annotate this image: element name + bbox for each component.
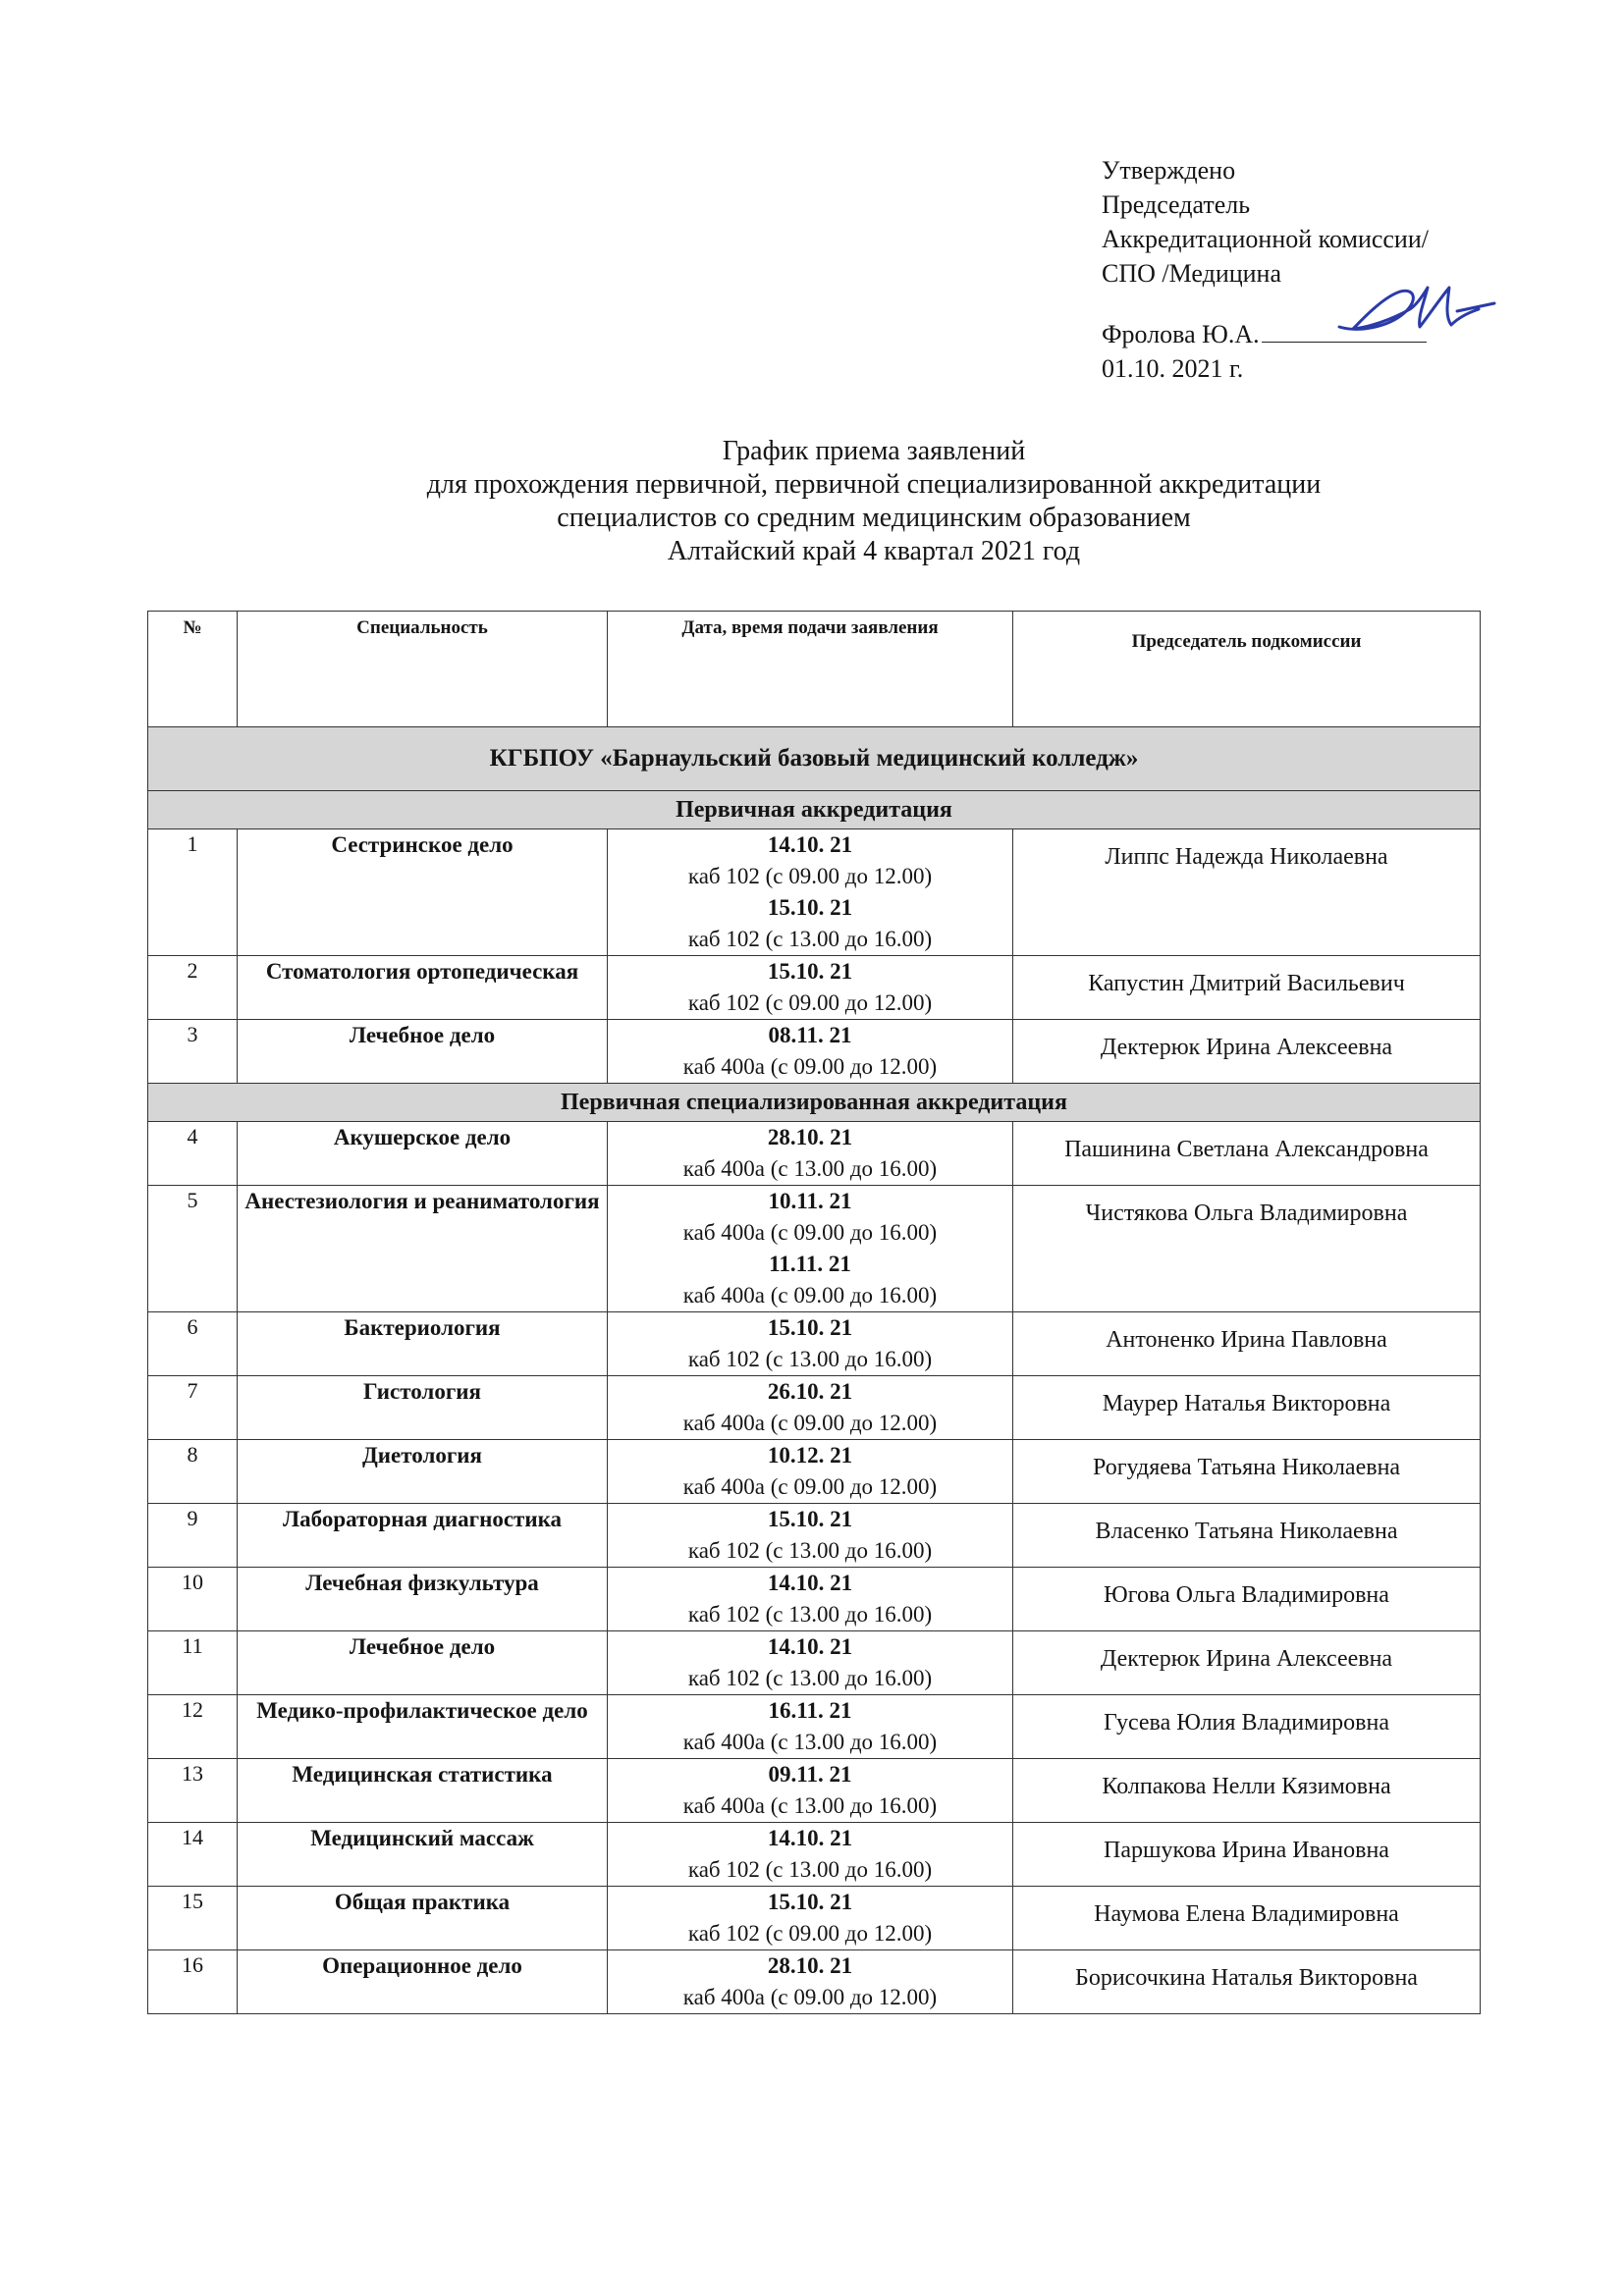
row-number: 9	[148, 1504, 238, 1568]
table-row	[148, 1823, 1481, 1887]
submission-date: 10.12. 21	[767, 1443, 853, 1468]
approval-line: СПО /Медицина	[1102, 259, 1282, 288]
specialty-cell: Сестринское дело	[238, 829, 608, 956]
date-cell	[608, 1312, 1013, 1376]
specialty-cell: Бактериология	[238, 1312, 608, 1376]
date-cell	[608, 829, 1013, 956]
table-row	[148, 1504, 1481, 1568]
title-line: специалистов со средним медицинским образованием	[557, 503, 1191, 533]
table-row	[148, 1312, 1481, 1376]
room-time: каб 102 (с 13.00 до 16.00)	[687, 1538, 933, 1563]
specialty-cell: Стоматология ортопедическая	[238, 956, 608, 1020]
row-number: 3	[148, 1020, 238, 1084]
section-title: Первичная специализированная аккредитация	[148, 1084, 1481, 1122]
row-number: 15	[148, 1887, 238, 1950]
title-line: Алтайский край 4 квартал 2021 год	[667, 536, 1081, 566]
row-number: 7	[148, 1376, 238, 1440]
date-cell	[608, 1823, 1013, 1887]
date-cell	[608, 1020, 1013, 1084]
submission-date: 15.10. 21	[767, 895, 853, 920]
handwritten-signature	[1320, 270, 1506, 348]
submission-date: 26.10. 21	[767, 1379, 853, 1404]
row-number: 10	[148, 1568, 238, 1631]
specialty-cell: Гистология	[238, 1376, 608, 1440]
row-number: 14	[148, 1823, 238, 1887]
submission-date: 16.11. 21	[768, 1698, 852, 1723]
approval-block	[1102, 153, 1534, 386]
header-date: Дата, время подачи заявления	[608, 612, 1013, 727]
room-time: каб 400а (с 13.00 до 16.00)	[682, 1730, 938, 1754]
specialty-cell: Медицинская статистика	[238, 1759, 608, 1823]
room-time: каб 102 (с 13.00 до 16.00)	[687, 1857, 933, 1882]
submission-date: 15.10. 21	[767, 959, 853, 984]
row-number: 11	[148, 1631, 238, 1695]
chair-cell: Дектерюк Ирина Алексеевна	[1013, 1631, 1481, 1695]
date-cell	[608, 1186, 1013, 1312]
document-title	[147, 435, 1600, 568]
header-num: №	[148, 612, 238, 727]
room-time: каб 102 (с 13.00 до 16.00)	[687, 1602, 933, 1627]
approval-line: Председатель	[1102, 190, 1251, 219]
chair-cell: Колпакова Нелли Кязимовна	[1013, 1759, 1481, 1823]
table-row	[148, 1440, 1481, 1504]
header-chair: Председатель подкомиссии	[1013, 612, 1481, 727]
table-row	[148, 1950, 1481, 2014]
org-row	[148, 727, 1481, 791]
table-row	[148, 829, 1481, 956]
room-time: каб 400а (с 13.00 до 16.00)	[682, 1156, 938, 1181]
submission-date: 14.10. 21	[767, 1634, 853, 1659]
schedule-table	[147, 611, 1481, 2014]
chair-cell: Пашинина Светлана Александровна	[1013, 1122, 1481, 1186]
approval-date: 01.10. 2021 г.	[1102, 354, 1244, 383]
chair-cell: Рогудяева Татьяна Николаевна	[1013, 1440, 1481, 1504]
table-row	[148, 1759, 1481, 1823]
row-number: 1	[148, 829, 238, 956]
date-cell	[608, 1440, 1013, 1504]
submission-date: 15.10. 21	[767, 1315, 853, 1340]
header-specialty: Специальность	[238, 612, 608, 727]
room-time: каб 102 (с 09.00 до 12.00)	[687, 864, 933, 888]
chair-cell: Дектерюк Ирина Алексеевна	[1013, 1020, 1481, 1084]
date-cell	[608, 1376, 1013, 1440]
table-header-row	[148, 612, 1481, 727]
section-title: Первичная аккредитация	[148, 791, 1481, 829]
row-number: 4	[148, 1122, 238, 1186]
specialty-cell: Лечебное дело	[238, 1020, 608, 1084]
submission-date: 28.10. 21	[767, 1125, 853, 1149]
specialty-cell: Акушерское дело	[238, 1122, 608, 1186]
room-time: каб 400а (с 09.00 до 12.00)	[682, 1411, 938, 1435]
submission-date: 15.10. 21	[767, 1507, 853, 1531]
row-number: 16	[148, 1950, 238, 2014]
table-row	[148, 956, 1481, 1020]
date-cell	[608, 1631, 1013, 1695]
specialty-cell: Общая практика	[238, 1887, 608, 1950]
row-number: 8	[148, 1440, 238, 1504]
room-time: каб 102 (с 09.00 до 12.00)	[687, 990, 933, 1015]
specialty-cell: Лечебное дело	[238, 1631, 608, 1695]
specialty-cell: Анестезиология и реаниматология	[238, 1186, 608, 1312]
chair-cell: Капустин Дмитрий Васильевич	[1013, 956, 1481, 1020]
row-number: 13	[148, 1759, 238, 1823]
date-cell	[608, 1950, 1013, 2014]
row-number: 5	[148, 1186, 238, 1312]
chair-cell: Маурер Наталья Викторовна	[1013, 1376, 1481, 1440]
section-row	[148, 1084, 1481, 1122]
room-time: каб 102 (с 09.00 до 12.00)	[687, 1921, 933, 1946]
chair-cell: Липпс Надежда Николаевна	[1013, 829, 1481, 956]
table-row	[148, 1568, 1481, 1631]
specialty-cell: Лабораторная диагностика	[238, 1504, 608, 1568]
date-cell	[608, 1122, 1013, 1186]
table-row	[148, 1376, 1481, 1440]
chair-cell: Чистякова Ольга Владимировна	[1013, 1186, 1481, 1312]
submission-date: 14.10. 21	[767, 1571, 853, 1595]
room-time: каб 400а (с 09.00 до 12.00)	[682, 1985, 938, 2009]
table-row	[148, 1122, 1481, 1186]
table-row	[148, 1186, 1481, 1312]
submission-date: 09.11. 21	[768, 1762, 852, 1787]
submission-date: 28.10. 21	[767, 1953, 853, 1978]
room-time: каб 400а (с 09.00 до 12.00)	[682, 1054, 938, 1079]
row-number: 2	[148, 956, 238, 1020]
room-time: каб 400а (с 09.00 до 16.00)	[682, 1220, 938, 1245]
room-time: каб 400а (с 13.00 до 16.00)	[682, 1793, 938, 1818]
row-number: 6	[148, 1312, 238, 1376]
room-time: каб 102 (с 13.00 до 16.00)	[687, 1666, 933, 1690]
chair-cell: Гусева Юлия Владимировна	[1013, 1695, 1481, 1759]
section-row	[148, 791, 1481, 829]
specialty-cell: Медико-профилактическое дело	[238, 1695, 608, 1759]
date-cell	[608, 1887, 1013, 1950]
table-row	[148, 1631, 1481, 1695]
signature-line	[1102, 317, 1534, 351]
specialty-cell: Операционное дело	[238, 1950, 608, 2014]
specialty-cell: Лечебная физкультура	[238, 1568, 608, 1631]
date-cell	[608, 956, 1013, 1020]
approval-line: Утверждено	[1102, 156, 1236, 185]
submission-date: 14.10. 21	[767, 832, 853, 857]
date-cell	[608, 1504, 1013, 1568]
table-row	[148, 1695, 1481, 1759]
table-row	[148, 1020, 1481, 1084]
room-time: каб 102 (с 13.00 до 16.00)	[687, 1347, 933, 1371]
chair-cell: Наумова Елена Владимировна	[1013, 1887, 1481, 1950]
row-number: 12	[148, 1695, 238, 1759]
table-row	[148, 1887, 1481, 1950]
title-line: График приема заявлений	[722, 436, 1026, 466]
date-cell	[608, 1759, 1013, 1823]
specialty-cell: Медицинский массаж	[238, 1823, 608, 1887]
table-body	[148, 727, 1481, 2014]
room-time: каб 400а (с 09.00 до 16.00)	[682, 1283, 938, 1308]
specialty-cell: Диетология	[238, 1440, 608, 1504]
submission-date: 14.10. 21	[767, 1826, 853, 1850]
submission-date: 08.11. 21	[768, 1023, 852, 1047]
title-line: для прохождения первичной, первичной специализированной аккредитации	[426, 469, 1322, 500]
submission-date: 11.11. 21	[769, 1252, 851, 1276]
approval-line: Аккредитационной комиссии/	[1102, 225, 1429, 253]
date-cell	[608, 1695, 1013, 1759]
room-time: каб 400а (с 09.00 до 12.00)	[682, 1474, 938, 1499]
chair-cell: Паршукова Ирина Ивановна	[1013, 1823, 1481, 1887]
chair-cell: Борисочкина Наталья Викторовна	[1013, 1950, 1481, 2014]
room-time: каб 102 (с 13.00 до 16.00)	[687, 927, 933, 951]
date-cell	[608, 1568, 1013, 1631]
chair-cell: Власенко Татьяна Николаевна	[1013, 1504, 1481, 1568]
submission-date: 10.11. 21	[768, 1189, 852, 1213]
submission-date: 15.10. 21	[767, 1890, 853, 1914]
chair-cell: Югова Ольга Владимировна	[1013, 1568, 1481, 1631]
signer-name: Фролова Ю.А.	[1102, 320, 1260, 348]
org-name: КГБПОУ «Барнаульский базовый медицинский колледж»	[148, 727, 1481, 791]
chair-cell: Антоненко Ирина Павловна	[1013, 1312, 1481, 1376]
